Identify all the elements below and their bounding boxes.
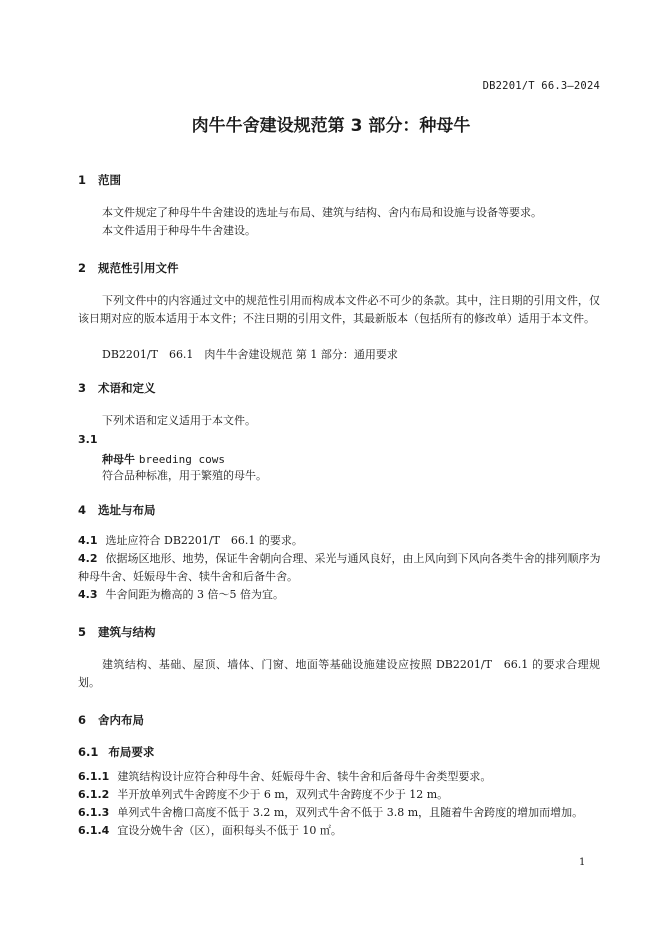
section-number: 5 (78, 625, 87, 639)
section-number: 2 (78, 261, 87, 275)
term-definition: 符合品种标准，用于繁殖的母牛。 (102, 469, 267, 482)
section-number: 1 (78, 173, 87, 187)
clause-text: 建筑结构设计应符合种母牛舍、妊娠母牛舍、犊牛舍和后备母牛舍类型要求。 (117, 770, 492, 783)
section-title: 术语和定义 (98, 381, 156, 395)
section-1-heading (78, 172, 121, 188)
clause-number: 4.2 (78, 552, 98, 565)
document-title: 肉牛牛舍建设规范第 3 部分：种母牛 (191, 116, 471, 136)
clause-number: 6.1.2 (78, 788, 110, 801)
section-number: 4 (78, 503, 87, 517)
section-4-heading (78, 502, 156, 518)
section-3-heading (78, 380, 156, 396)
section-1-paragraph-1: 本文件规定了种母牛牛舍建设的选址与布局、建筑与结构、舍内布局和设施与设备等要求。 (102, 206, 542, 219)
section-title: 舍内布局 (98, 713, 144, 727)
clause-number: 4.1 (78, 534, 98, 547)
section-1-paragraph-2: 本文件适用于种母牛牛舍建设。 (102, 224, 256, 237)
clause-6-1-4 (78, 822, 608, 840)
clause-text: 单列式牛舍檐口高度不低于 3.2 m，双列式牛舍不低于 3.8 m，且随着牛舍跨度的增加而增加。 (117, 806, 584, 819)
clause-number: 4.3 (78, 588, 98, 601)
clause-text: 宜设分娩牛舍（区），面积每头不低于 10 ㎡。 (117, 824, 342, 837)
clause-6-1-3 (78, 804, 608, 822)
clause-text: 依据场区地形、地势，保证牛舍朝向合理、采光与通风良好，由上风向到下风向各类牛舍的排列顺序为种母牛舍、妊娠母牛舍、犊牛舍和后备牛舍。 (78, 552, 601, 583)
term-name (102, 451, 225, 467)
section-title: 建筑与结构 (98, 625, 156, 639)
section-3-paragraph-1: 下列术语和定义适用于本文件。 (102, 414, 256, 427)
clause-4-1 (78, 532, 608, 550)
section-number: 3 (78, 381, 87, 395)
section-5-paragraph-1: 建筑结构、基础、屋顶、墙体、门窗、地面等基础设施建设应按照 DB2201/T 66.1 的要求合理规划。 (78, 658, 600, 689)
clause-4-2 (78, 550, 608, 586)
section-5-heading (78, 624, 156, 640)
normative-reference: DB2201/T 66.1 肉牛牛舍建设规范 第 1 部分：通用要求 (102, 348, 398, 361)
term-number: 3.1 (78, 433, 98, 446)
clause-number: 6.1.4 (78, 824, 110, 837)
clause-text: 半开放单列式牛舍跨度不少于 6 m，双列式牛舍跨度不少于 12 m。 (117, 788, 449, 801)
section-title: 规范性引用文件 (98, 261, 179, 275)
clause-text: 牛舍间距为檐高的 3 倍～5 倍为宜。 (105, 588, 284, 601)
section-title: 范围 (98, 173, 121, 187)
clause-number: 6.1.1 (78, 770, 110, 783)
subsection-6-1-heading (78, 744, 154, 760)
subsection-number: 6.1 (78, 745, 99, 759)
section-title: 选址与布局 (98, 503, 156, 517)
section-number: 6 (78, 713, 87, 727)
standard-number: DB2201/T 66.3—2024 (482, 80, 600, 92)
section-2-paragraph-1: 下列文件中的内容通过文中的规范性引用而构成本文件必不可少的条款。其中，注日期的引用文件，仅该日期对应的版本适用于本文件；不注日期的引用文件，其最新版本（包括所有的修改单）适用于本文件。 (78, 294, 600, 325)
section-2-heading (78, 260, 179, 276)
subsection-title: 布局要求 (108, 745, 155, 759)
clause-text: 选址应符合 DB2201/T 66.1 的要求。 (105, 534, 303, 547)
clause-4-3 (78, 586, 608, 604)
page-number: 1 (579, 857, 586, 868)
term-name-chinese: 种母牛 (102, 453, 135, 466)
clause-number: 6.1.3 (78, 806, 110, 819)
clause-6-1-2 (78, 786, 608, 804)
term-name-english: breeding cows (138, 453, 225, 466)
section-6-heading (78, 712, 144, 728)
clause-6-1-1 (78, 768, 608, 786)
